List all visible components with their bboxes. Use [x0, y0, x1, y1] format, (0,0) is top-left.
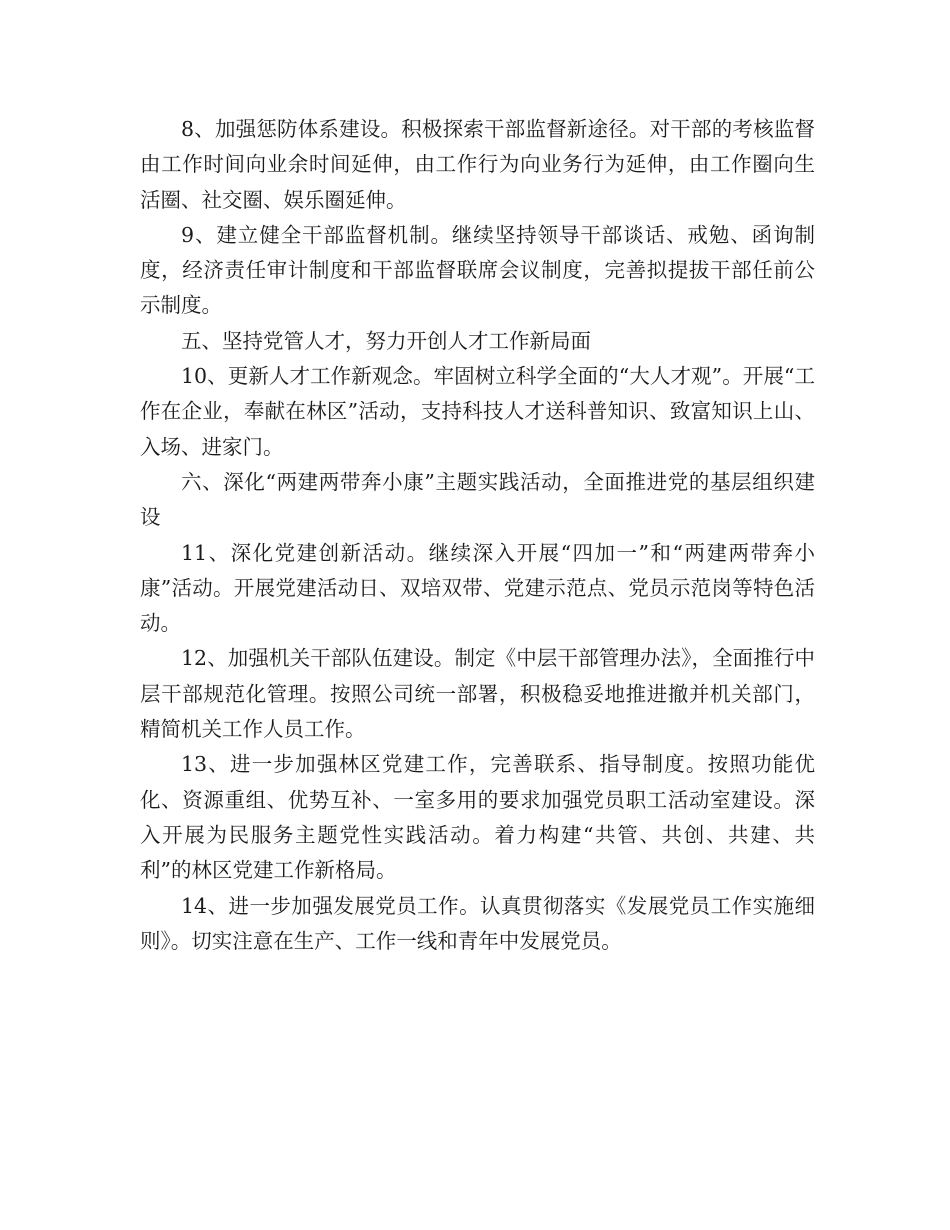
paragraph-12-cadre-team: 12、加强机关干部队伍建设。制定《中层干部管理办法》，全面推行中层干部规范化管理。按照公司统一部署，积极稳妥地推进撤并机关部门，精简机关工作人员工作。	[140, 646, 815, 742]
paragraph-8-punishment-prevention: 8、加强惩防体系建设。积极探索干部监督新途径。对干部的考核监督由工作时间向业余时间延伸，由工作行为向业务行为延伸，由工作圈向生活圈、社交圈、娱乐圈延伸。	[140, 117, 815, 212]
document-body	[140, 112, 815, 959]
paragraph-9-supervision-mechanism: 9、建立健全干部监督机制。继续坚持领导干部谈话、戒勉、函询制度，经济责任审计制度和干部监督联席会议制度，完善拟提拔干部任前公示制度。	[140, 222, 815, 318]
paragraph-10-talent-concept: 10、更新人才工作新观念。牢固树立科学全面的“大人才观”。开展“工作在企业，奉献在林区”活动，支持科技人才送科普知识、致富知识上山、入场、进家门。	[140, 364, 815, 459]
paragraph-14-member-development: 14、进一步加强发展党员工作。认真贯彻落实《发展党员工作实施细则》。切实注意在生产、工作一线和青年中发展党员。	[140, 893, 815, 953]
section-heading-5-talent: 五、坚持党管人才，努力开创人才工作新局面	[181, 328, 591, 353]
section-heading-6-grassroots: 六、深化“两建两带奔小康”主题实践活动，全面推进党的基层组织建设	[140, 469, 815, 530]
paragraph-11-party-innovation: 11、深化党建创新活动。继续深入开展“四加一”和“两建两带奔小康”活动。开展党建活动日、双培双带、党建示范点、党员示范岗等特色活动。	[140, 540, 815, 636]
paragraph-13-forest-party-work: 13、进一步加强林区党建工作，完善联系、指导制度。按照功能优化、资源重组、优势互补、一室多用的要求加强党员职工活动室建设。深入开展为民服务主题党性实践活动。着力构建“共管、共创、共建、共利”的林区党建工作新格局。	[140, 752, 815, 883]
